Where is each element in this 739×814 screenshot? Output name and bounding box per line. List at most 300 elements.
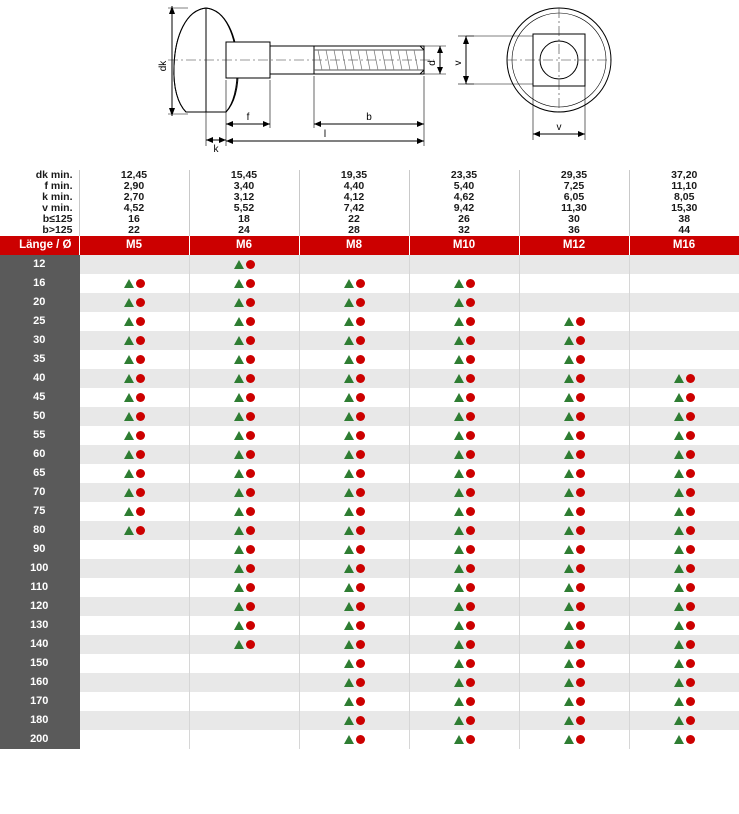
table-row [0,464,739,483]
table-row [0,255,739,274]
availability-marks [674,431,695,440]
availability-marks [234,374,255,383]
header-column-m16: M16 [629,236,739,255]
dot-icon [356,374,365,383]
dot-icon [686,507,695,516]
dot-icon [246,260,255,269]
availability-marks [344,697,365,706]
triangle-icon [344,602,354,611]
dim-label-k: k [213,144,219,155]
availability-marks [124,298,145,307]
table-row [0,369,739,388]
availability-cell-marked [299,502,409,521]
triangle-icon [564,621,574,630]
length-cell: 140 [0,635,79,654]
dot-icon [466,355,475,364]
triangle-icon [674,431,684,440]
spec-value-cell: 8,05 [674,191,695,203]
availability-cell-marked [189,483,299,502]
triangle-icon [674,602,684,611]
availability-cell-marked [519,540,629,559]
triangle-icon [234,260,244,269]
spec-row [0,181,739,192]
triangle-icon [234,564,244,573]
availability-marks [674,450,695,459]
availability-cell-empty [189,730,299,749]
availability-marks [234,412,255,421]
availability-cell-marked [299,521,409,540]
availability-marks [674,716,695,725]
availability-cell-marked [409,388,519,407]
availability-marks [234,298,255,307]
triangle-icon [344,526,354,535]
availability-cell-marked [189,616,299,635]
dot-icon [136,450,145,459]
dot-icon [576,526,585,535]
dot-icon [686,393,695,402]
table-row [0,730,739,749]
availability-cell-empty [79,654,189,673]
availability-cell-marked [409,559,519,578]
availability-marks [344,583,365,592]
dot-icon [356,583,365,592]
spec-row [0,203,739,214]
triangle-icon [124,336,134,345]
triangle-icon [454,279,464,288]
availability-marks [234,640,255,649]
availability-marks [344,659,365,668]
availability-cell-marked [299,369,409,388]
availability-marks [454,317,475,326]
spec-value-cell: 11,10 [671,180,698,192]
availability-cell-marked [299,711,409,730]
triangle-icon [234,526,244,535]
dot-icon [576,716,585,725]
availability-cell-marked [409,369,519,388]
availability-cell-empty [79,597,189,616]
dot-icon [356,735,365,744]
availability-marks [454,659,475,668]
triangle-icon [454,355,464,364]
triangle-icon [344,545,354,554]
availability-marks [234,431,255,440]
length-cell: 110 [0,578,79,597]
availability-cell-empty [79,635,189,654]
length-cell: 170 [0,692,79,711]
triangle-icon [344,412,354,421]
availability-cell-empty [79,578,189,597]
bolt-technical-drawing [0,0,739,168]
availability-cell-marked [519,312,629,331]
availability-marks [454,412,475,421]
triangle-icon [234,374,244,383]
triangle-icon [454,374,464,383]
availability-marks [564,678,585,687]
spec-value-cell: 32 [409,225,519,236]
availability-marks [344,640,365,649]
availability-cell-marked [519,350,629,369]
availability-marks [454,431,475,440]
availability-marks [344,469,365,478]
availability-cell-marked [299,426,409,445]
dot-icon [686,431,695,440]
availability-cell-empty [519,293,629,312]
length-cell: 80 [0,521,79,540]
spec-row [0,214,739,225]
spec-row [0,170,739,181]
spec-value-cell: 15,45 [189,170,299,181]
table-row [0,350,739,369]
triangle-icon [124,469,134,478]
availability-cell-empty [79,540,189,559]
availability-cell-marked [79,293,189,312]
availability-marks [454,279,475,288]
triangle-icon [454,526,464,535]
availability-marks [674,602,695,611]
availability-cell-marked [299,616,409,635]
availability-marks [564,545,585,554]
spec-value-cell: 22 [299,214,409,225]
availability-cell-marked [79,502,189,521]
availability-cell-marked [409,711,519,730]
availability-marks [454,735,475,744]
dot-icon [356,431,365,440]
availability-marks [454,526,475,535]
triangle-icon [674,697,684,706]
dot-icon [356,317,365,326]
availability-marks [674,488,695,497]
dot-icon [686,374,695,383]
triangle-icon [454,450,464,459]
availability-cell-marked [79,483,189,502]
triangle-icon [234,355,244,364]
dot-icon [576,583,585,592]
availability-cell-marked [79,274,189,293]
triangle-icon [564,469,574,478]
triangle-icon [124,488,134,497]
table-row [0,654,739,673]
table-row [0,616,739,635]
dot-icon [136,317,145,326]
availability-marks [344,298,365,307]
availability-cell-marked [79,407,189,426]
availability-marks [454,507,475,516]
availability-marks [564,621,585,630]
triangle-icon [454,317,464,326]
dot-icon [576,469,585,478]
table-row [0,483,739,502]
dot-icon [246,355,255,364]
dot-icon [356,469,365,478]
triangle-icon [344,431,354,440]
triangle-icon [454,640,464,649]
dot-icon [356,545,365,554]
dot-icon [136,469,145,478]
availability-cell-marked [79,369,189,388]
triangle-icon [564,488,574,497]
length-cell: 40 [0,369,79,388]
dot-icon [136,507,145,516]
availability-marks [344,735,365,744]
spec-value-cell: 9,42 [409,203,519,214]
availability-cell-marked [409,483,519,502]
dot-icon [466,317,475,326]
triangle-icon [344,317,354,326]
triangle-icon [674,469,684,478]
availability-cell-marked [519,388,629,407]
header-column-m5: M5 [79,236,189,255]
triangle-icon [234,393,244,402]
triangle-icon [564,583,574,592]
table-row [0,711,739,730]
availability-marks [564,336,585,345]
availability-cell-marked [629,673,739,692]
availability-marks [344,279,365,288]
dot-icon [246,469,255,478]
header-column-m10: M10 [409,236,519,255]
dot-icon [686,469,695,478]
dimension-and-availability-table [0,170,739,749]
spec-value-cell: 11,30 [519,203,629,214]
dot-icon [246,431,255,440]
availability-marks [344,336,365,345]
dot-icon [246,640,255,649]
triangle-icon [124,412,134,421]
triangle-icon [564,526,574,535]
dot-icon [466,412,475,421]
availability-cell-empty [629,274,739,293]
triangle-icon [234,507,244,516]
availability-cell-marked [409,730,519,749]
availability-marks [454,564,475,573]
availability-cell-empty [299,255,409,274]
availability-cell-marked [299,407,409,426]
length-cell: 30 [0,331,79,350]
availability-cell-marked [629,445,739,464]
triangle-icon [234,488,244,497]
spec-value-cell: 4,52 [79,203,189,214]
triangle-icon [674,640,684,649]
dot-icon [356,507,365,516]
availability-cell-marked [629,483,739,502]
triangle-icon [454,469,464,478]
spec-value-cell: 2,70 [79,192,189,203]
triangle-icon [564,355,574,364]
triangle-icon [234,279,244,288]
dot-icon [356,488,365,497]
availability-cell-marked [519,597,629,616]
length-cell: 75 [0,502,79,521]
spec-value-cell: 3,12 [189,192,299,203]
triangle-icon [344,355,354,364]
availability-marks [234,602,255,611]
table-row [0,578,739,597]
availability-marks [124,507,145,516]
triangle-icon [344,488,354,497]
availability-cell-marked [299,445,409,464]
availability-marks [564,716,585,725]
spec-value-cell: 12,45 [79,170,189,181]
availability-cell-marked [409,502,519,521]
dot-icon [686,412,695,421]
dot-icon [136,298,145,307]
spec-row-label: k min. [0,192,79,203]
availability-cell-marked [519,445,629,464]
availability-marks [564,317,585,326]
availability-marks [564,469,585,478]
dot-icon [686,640,695,649]
table-row [0,274,739,293]
length-cell: 100 [0,559,79,578]
spec-value-cell: 22 [79,225,189,236]
length-cell: 160 [0,673,79,692]
availability-marks [124,374,145,383]
availability-cell-marked [409,692,519,711]
dot-icon [576,355,585,364]
availability-cell-marked [189,426,299,445]
triangle-icon [674,507,684,516]
triangle-icon [454,431,464,440]
availability-marks [344,374,365,383]
availability-marks [344,450,365,459]
triangle-icon [124,450,134,459]
availability-marks [674,469,695,478]
availability-marks [564,507,585,516]
availability-cell-marked [409,673,519,692]
availability-marks [674,659,695,668]
availability-marks [454,298,475,307]
availability-cell-marked [519,464,629,483]
table-row [0,407,739,426]
availability-marks [674,735,695,744]
availability-marks [234,317,255,326]
availability-marks [124,412,145,421]
spec-value-cell: 7,42 [299,203,409,214]
spec-value-cell: 6,05 [519,192,629,203]
availability-marks [344,355,365,364]
availability-cell-marked [409,312,519,331]
availability-marks [124,355,145,364]
availability-cell-empty [79,255,189,274]
availability-cell-marked [519,635,629,654]
table-row [0,502,739,521]
availability-marks [454,583,475,592]
triangle-icon [124,431,134,440]
length-cell: 130 [0,616,79,635]
dot-icon [246,602,255,611]
triangle-icon [124,526,134,535]
availability-cell-marked [79,350,189,369]
spec-value-cell: 36 [519,225,629,236]
availability-cell-marked [409,597,519,616]
availability-cell-empty [629,331,739,350]
availability-table-head [0,236,739,255]
availability-cell-marked [299,331,409,350]
availability-cell-marked [409,293,519,312]
triangle-icon [564,545,574,554]
availability-cell-marked [409,521,519,540]
header-first-label: Länge / Ø [0,236,79,255]
dot-icon [246,564,255,573]
table-row [0,635,739,654]
header-column-m12: M12 [519,236,629,255]
triangle-icon [674,393,684,402]
dot-icon [356,393,365,402]
availability-marks [454,393,475,402]
availability-cell-marked [299,730,409,749]
availability-marks [454,621,475,630]
triangle-icon [454,735,464,744]
dot-icon [466,640,475,649]
triangle-icon [454,298,464,307]
availability-cell-marked [189,578,299,597]
availability-marks [454,374,475,383]
dot-icon [686,716,695,725]
triangle-icon [564,374,574,383]
dot-icon [466,450,475,459]
availability-marks [124,469,145,478]
dot-icon [246,545,255,554]
availability-marks [564,355,585,364]
triangle-icon [564,697,574,706]
triangle-icon [234,621,244,630]
availability-cell-marked [519,559,629,578]
availability-cell-marked [409,578,519,597]
availability-marks [234,583,255,592]
dot-icon [686,526,695,535]
availability-cell-marked [189,445,299,464]
availability-marks [564,526,585,535]
availability-marks [234,621,255,630]
availability-cell-marked [189,521,299,540]
dim-label-f: f [246,112,250,123]
triangle-icon [344,735,354,744]
availability-marks [564,450,585,459]
availability-cell-marked [409,350,519,369]
availability-cell-marked [629,369,739,388]
availability-cell-marked [519,654,629,673]
triangle-icon [564,450,574,459]
availability-cell-marked [189,255,299,274]
length-cell: 35 [0,350,79,369]
dot-icon [576,507,585,516]
availability-marks [564,735,585,744]
dot-icon [466,488,475,497]
availability-marks [234,545,255,554]
triangle-icon [564,602,574,611]
dot-icon [356,678,365,687]
length-cell: 120 [0,597,79,616]
availability-cell-marked [409,540,519,559]
triangle-icon [564,507,574,516]
spec-value-cell: 5,52 [189,203,299,214]
triangle-icon [454,336,464,345]
availability-cell-marked [409,426,519,445]
availability-marks [454,602,475,611]
triangle-icon [454,393,464,402]
dot-icon [466,735,475,744]
availability-cell-marked [189,274,299,293]
availability-cell-marked [519,730,629,749]
availability-marks [564,583,585,592]
availability-cell-marked [629,711,739,730]
availability-cell-marked [79,464,189,483]
availability-cell-empty [79,692,189,711]
availability-cell-empty [629,350,739,369]
spec-table [0,170,739,236]
availability-marks [234,469,255,478]
availability-cell-empty [189,692,299,711]
